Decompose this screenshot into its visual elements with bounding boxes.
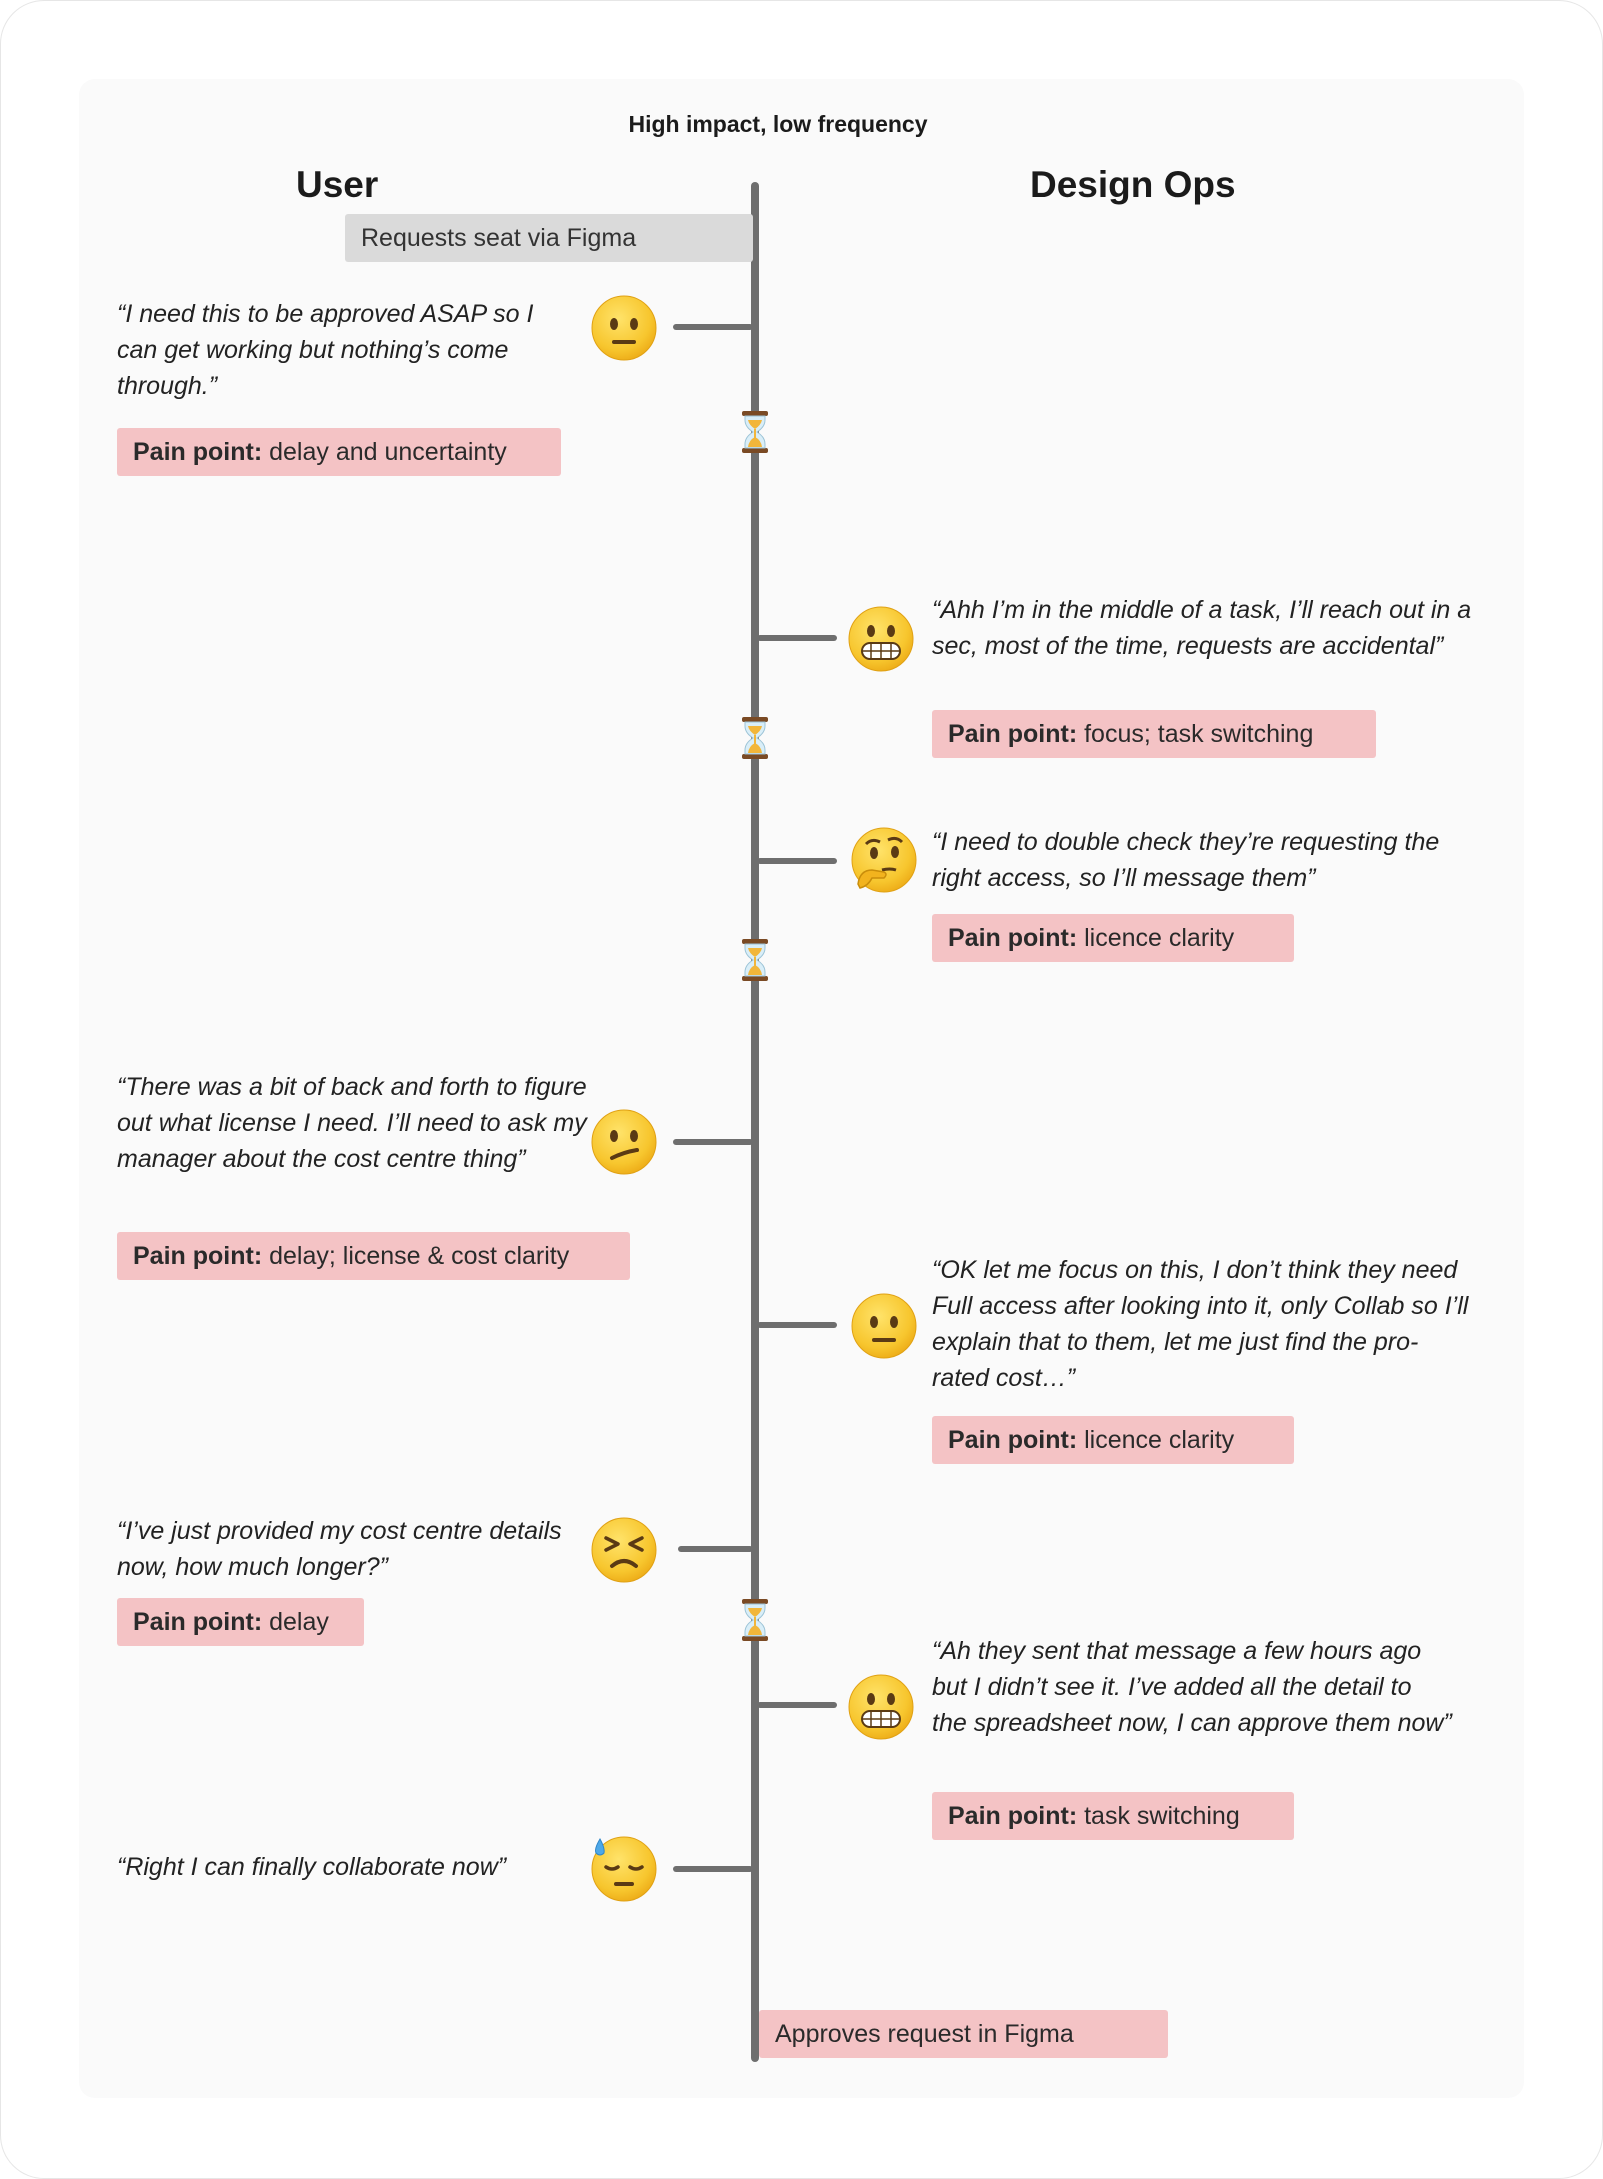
thinking-face-icon [850,826,918,894]
design-ops-quote: “Ahh I’m in the middle of a task, I’ll reach out in a sec, most of the time, requests are accidental” [932,596,1472,660]
branch-connector [673,1866,753,1872]
pain-point-text: delay [269,1608,329,1636]
hourglass-icon [739,716,771,760]
branch-connector [757,858,837,864]
user-quote: “There was a bit of back and forth to figure out what license I need. I’ll need to ask my manager about the cost centre thing” [117,1073,587,1173]
pain-point-badge [932,914,1294,962]
pain-point-badge [932,1792,1294,1840]
pain-point-badge [932,710,1376,758]
pain-point-label: Pain point: [133,1608,263,1636]
hourglass-icon [739,938,771,982]
timeline-axis [751,182,759,2062]
pain-point-badge [117,1232,630,1280]
start-step-box: Requests seat via Figma [345,214,753,262]
pain-point-label: Pain point: [948,1426,1078,1454]
grimacing-face-icon [847,605,915,673]
branch-connector [678,1546,753,1552]
pain-point-text: focus; task switching [1084,720,1314,748]
downcast-sweat-face-icon [590,1835,658,1903]
pain-point-text: task switching [1084,1802,1240,1830]
design-ops-column-heading: Design Ops [1030,164,1236,205]
design-ops-quote: “I need to double check they’re requesting the right access, so I’ll message them” [932,828,1440,892]
design-ops-quote: “OK let me focus on this, I don’t think they need Full access after looking into it, only Collab so I’ll explain that to them, let me just find the pro-rated cost…” [932,1256,1469,1392]
pain-point-badge [932,1416,1294,1464]
pain-point-label: Pain point: [948,924,1078,952]
persevering-face-icon [590,1516,658,1584]
pain-point-text: licence clarity [1084,1426,1235,1454]
diagram-title: High impact, low frequency [628,111,928,137]
grimacing-face-icon [847,1673,915,1741]
neutral-face-icon [590,294,658,362]
branch-connector [673,324,753,330]
pain-point-text: licence clarity [1084,924,1235,952]
user-quote: “I’ve just provided my cost centre details now, how much longer?” [117,1517,562,1581]
user-column-heading: User [296,164,379,205]
pain-point-label: Pain point: [948,720,1078,748]
pain-point-label: Pain point: [133,438,263,466]
confused-face-icon [590,1108,658,1176]
pain-point-label: Pain point: [133,1242,263,1270]
hourglass-icon [739,1598,771,1642]
user-quote: “Right I can finally collaborate now” [117,1853,507,1881]
user-quote: “I need this to be approved ASAP so I can get working but nothing’s come through.” [117,300,534,400]
end-step-box: Approves request in Figma [759,2010,1168,2058]
pain-point-label: Pain point: [948,1802,1078,1830]
branch-connector [673,1139,753,1145]
hourglass-icon [739,410,771,454]
branch-connector [757,635,837,641]
neutral-face-icon [850,1292,918,1360]
branch-connector [757,1702,837,1708]
pain-point-text: delay; license & cost clarity [269,1242,570,1270]
pain-point-badge [117,428,561,476]
branch-connector [757,1322,837,1328]
design-ops-quote: “Ah they sent that message a few hours ago but I didn’t see it. I’ve added all the detail to the spreadsheet now, I can approve them now” [932,1637,1452,1737]
pain-point-badge [117,1598,364,1646]
pain-point-text: delay and uncertainty [269,438,507,466]
